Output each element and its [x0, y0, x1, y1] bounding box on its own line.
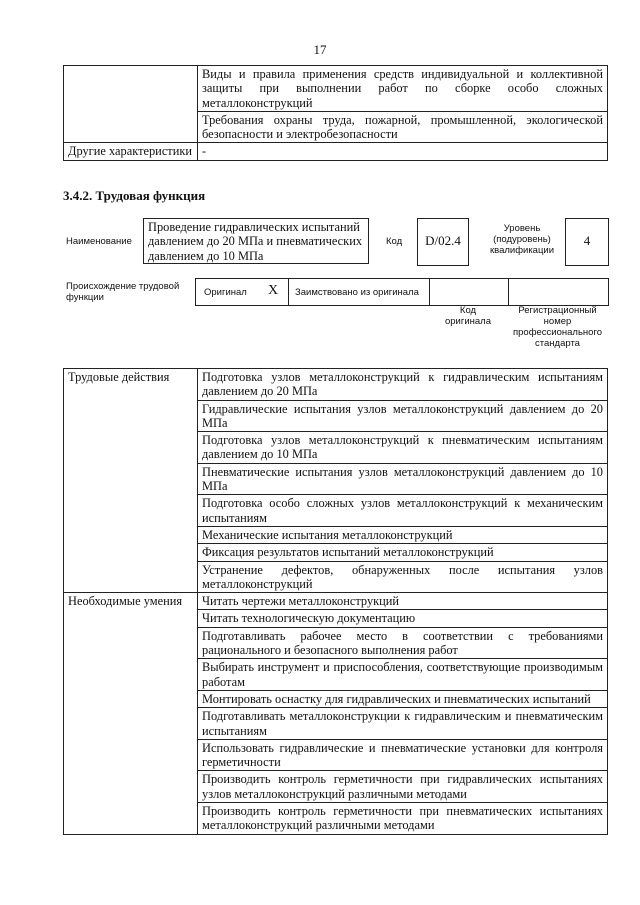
table-cell: Требования охраны труда, пожарной, промышленной, экологической безопасности и электробезопасности	[198, 111, 608, 143]
table-row	[64, 143, 608, 160]
section-title: 3.4.2. Трудовая функция	[63, 188, 206, 203]
table-cell: Использовать гидравлические и пневматические установки для контроля герметичности	[198, 739, 608, 771]
code-original-cell	[429, 278, 509, 306]
original-cell	[195, 278, 289, 306]
original-mark: X	[268, 283, 279, 298]
row-label: Другие характеристики	[64, 143, 198, 160]
table-cell: Читать технологическую документацию	[198, 610, 608, 627]
table-cell: Подготавливать рабочее место в соответствии с требованиями рационального и безопасного выполнения работ	[198, 627, 608, 659]
table-cell: Пневматические испытания узлов металлоконструкций давлением до 10 МПа	[198, 463, 608, 495]
code-original-label: Код оригинала	[444, 305, 491, 327]
table-cell: Производить контроль герметичности при пневматических испытаниях металлоконструкций различными методами	[198, 803, 608, 835]
level-value: 4	[565, 218, 609, 266]
table-cell: Подготовка особо сложных узлов металлоконструкций к механическим испытаниям	[198, 495, 608, 527]
page-number: 17	[313, 42, 327, 57]
table-cell: Механические испытания металлоконструкций	[198, 526, 608, 543]
code-value: D/02.4	[417, 218, 469, 266]
table-cell: Виды и правила применения средств индивидуальной и коллективной защиты при выполнении работ по сборке особо сложных металлоконструкций	[198, 66, 608, 112]
table-cell: -	[198, 143, 608, 160]
table-cell: Выбирать инструмент и приспособления, соответствующие производимым работам	[198, 659, 608, 691]
original-label: Оригинал	[204, 287, 247, 298]
table-cell: Монтировать оснастку для гидравлических и пневматических испытаний	[198, 690, 608, 707]
table-cell: Фиксация результатов испытаний металлоконструкций	[198, 544, 608, 561]
borrowed-cell	[288, 278, 430, 306]
main-table	[63, 368, 608, 835]
row-label: Трудовые действия	[64, 369, 198, 593]
row-label	[64, 66, 198, 143]
level-label: Уровень (подуровень) квалификации	[489, 223, 555, 256]
code-label: Код	[386, 236, 403, 247]
borrowed-label: Заимствовано из оригинала	[295, 287, 419, 298]
top-table	[63, 65, 608, 161]
table-row	[64, 593, 608, 610]
table-row	[64, 66, 608, 112]
origin-label: Происхождение трудовой функции	[66, 281, 180, 303]
table-cell: Читать чертежи металлоконструкций	[198, 593, 608, 610]
table-cell: Устранение дефектов, обнаруженных после испытания узлов металлоконструкций	[198, 561, 608, 593]
table-cell: Подготавливать металлоконструкции к гидравлическим и пневматическим испытаниям	[198, 708, 608, 740]
reg-number-label: Регистрационный номер профессионального стандарта	[513, 305, 602, 349]
table-row	[64, 369, 608, 401]
name-label: Наименование	[66, 236, 132, 247]
table-cell: Подготовка узлов металлоконструкций к пневматическим испытаниям давлением до 10 МПа	[198, 432, 608, 464]
table-cell: Подготовка узлов металлоконструкций к гидравлическим испытаниям давлением до 20 МПа	[198, 369, 608, 401]
table-cell: Гидравлические испытания узлов металлоконструкций давлением до 20 МПа	[198, 400, 608, 432]
table-cell: Производить контроль герметичности при гидравлических испытаниях узлов металлоконструкций различными методами	[198, 771, 608, 803]
function-name: Проведение гидравлических испытаний давлением до 20 МПа и пневматических давлением до 10 МПа	[143, 218, 369, 264]
reg-number-cell	[508, 278, 609, 306]
row-label: Необходимые умения	[64, 593, 198, 834]
